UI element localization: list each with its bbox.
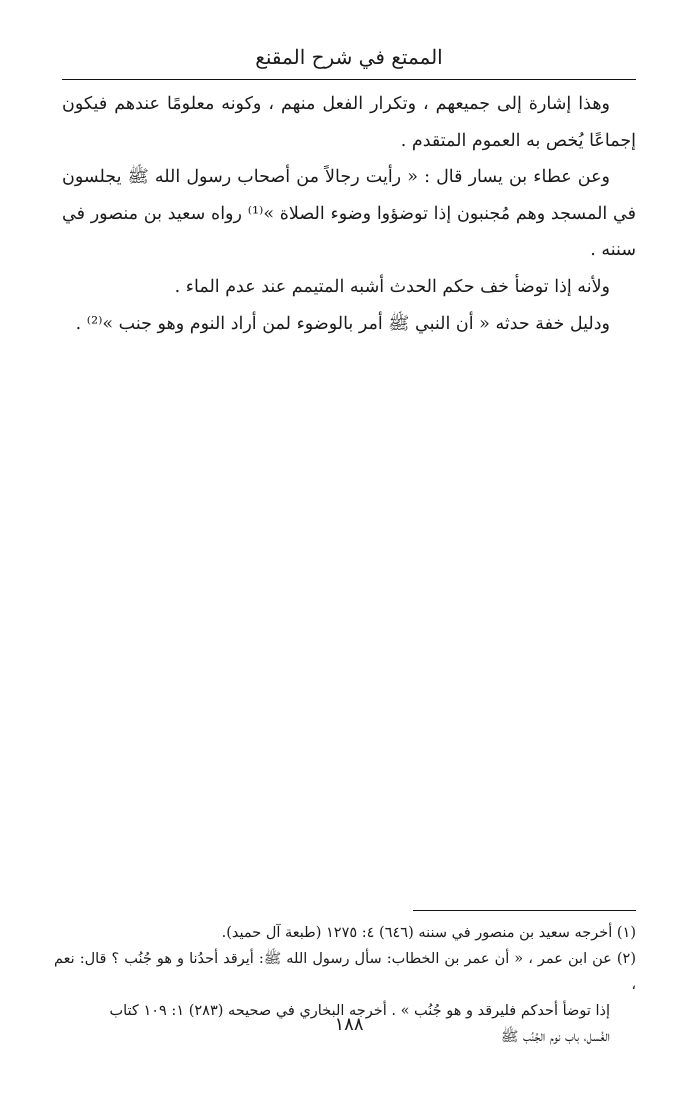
header-rule	[62, 79, 636, 80]
footnote-2-line-3: الغُسل، باب نوم الجُنُب ﷺ	[500, 1029, 610, 1045]
footnote-separator	[413, 910, 636, 911]
paragraph-3: ولأنه إذا توضأ خف حكم الحدث أشبه المتيمم عند عدم الماء .	[174, 276, 610, 297]
paragraph-2: وعن عطاء بن يسار قال : « رأيت رجالاً من أصحاب رسول الله ﷺ يجلسون في المسجد وهم مُجنبون إذا توضؤوا وضوء الصلاة »⁽¹⁾ رواه سعيد بن منصور في سننه .	[62, 167, 636, 261]
footnote-2-line-2: إذا توضأ أحدكم فليرقد و هو جُنُب » . أخرجه البخاري في صحيحه (٢٨٣) ١: ١٠٩ كتاب	[109, 1003, 610, 1019]
running-header: الممتع في شرح المقنع	[255, 45, 443, 69]
paragraph-4: ودليل خفة حدثه « أن النبي ﷺ أمر بالوضوء لمن أراد النوم وهو جنب »⁽²⁾ .	[75, 313, 610, 334]
footnote-1: (١) أخرجه سعيد بن منصور في سننه (٦٤٦) ٤: ١٢٧٥ (طبعة آل حميد).	[221, 925, 636, 941]
body-text	[62, 86, 636, 342]
footnote-2-line-1: (٢) عن ابن عمر ، « أن عمر بن الخطاب: سأل رسول الله ﷺ: أيرقد أحدُنا و هو جُنُب ؟ قال: نعم ،	[54, 951, 636, 993]
paragraph-1: وهذا إشارة إلى جميعهم ، وتكرار الفعل منهم ، وكونه معلومًا عندهم فيكون إجماعًا يُخص به العموم المتقدم .	[62, 94, 636, 151]
page-number: ١٨٨	[334, 1014, 364, 1035]
